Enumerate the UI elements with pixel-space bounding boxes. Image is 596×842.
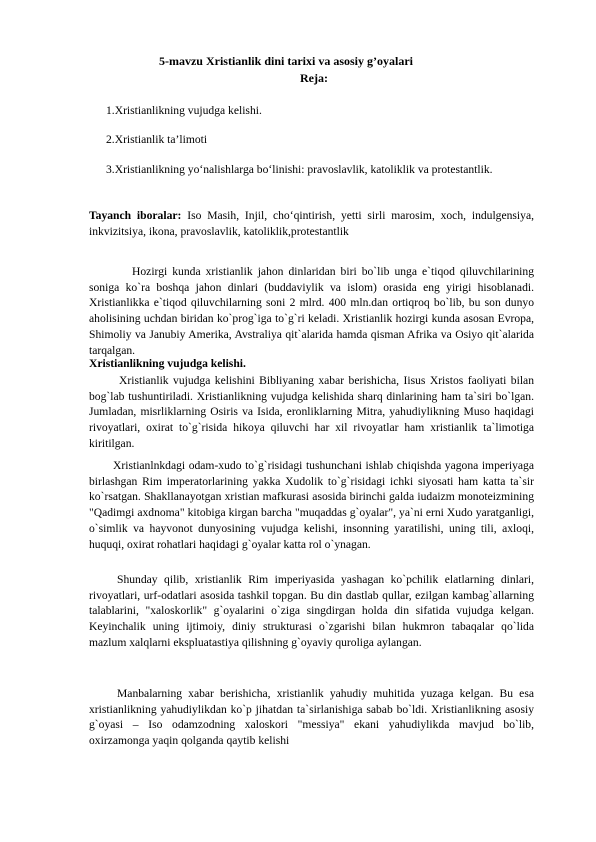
paragraph-origin: Xristianlik vujudga kelishini Bibliyaning xabar berishicha, Iisus Xristos faoliyati bilan bog`lab tushuntiriladi. Xristianlikning vujudga kelishida sharq dinlarining ham ta`siri bo`lgan. Jumladan, misrliklarning Osiris va Isida, eronliklarning Mitra, yahudiylikning Muso haqidagi rivoyatlari, oxirat to`g`risida hikoya qiluvchi har xil rivoyatlar ham xristianlik ta`limotiga kiritilgan. bbox=[89, 374, 534, 450]
paragraph-formation: Shunday qilib, xristianlik Rim imperiyasida yashagan ko`pchilik elatlarning dinlari, rivoyatlari, urf-odatlari asosida tashkil topgan. Bu din dastlab qullar, ezilgan kambag`allarning talablarini, "xaloskorlik" g`oyalarini o`ziga singdirgan holda din sifatida vujudga kelgan. Keyinchalik uning ijtimoiy, diniy strukturasi o`zgarishi bilan hukmron tabaqalar qo`lida mazlum xalqlarni ekspluatastiya qilishning g`oyaviy quroliga aylangan. bbox=[89, 573, 534, 649]
plan-item-3: 3.Xristianlikning yo‘nalishlarga bo‘linishi: pravoslavlik, katoliklik va protestantlik. bbox=[106, 163, 493, 176]
plan-item-1: 1.Xristianlikning vujudga kelishi. bbox=[106, 104, 262, 117]
paragraph-sources: Manbalarning xabar berishicha, xristianlik yahudiy muhitida yuzaga kelgan. Bu esa xristianlikning yahudiylikdan ko`p jihatdan ta`sirlanishiga sabab bo`ldi. Xristianlikning asosiy g`oyasi – Iso odamzodning xaloskori "messiya" ekani yahudiylikda mavjud bo`lib, oxirzamonga yaqin qolganda qaytib kelishi bbox=[89, 687, 534, 748]
document-title: 5-mavzu Xristianlik dini tarixi va asosiy g’oyalari bbox=[158, 54, 413, 68]
paragraph-roman-influence: Xristianlnkdagi odam-xudo to`g`risidagi tushunchani ishlab chiqishda yagona imperiyaga birlashgan Rim imperatorlarining yakka Xudolik to`g`risidagi ichki siyosati ham katta ta`sir ko`rsatgan. Shakllanayotgan xristian mafkurasi asosida birinchi galda iudaizm monoteizmining "Qadimgi axdnoma" kitobiga kirgan barcha "muqaddas g`oyalar", ya`ni erni Xudo yaratganligi, o`simlik va hayvonot dunyosining vujudga kelishi, insonning yaratilishi, uning tili, axloqi, huquqi, oxirat rohatlari haqidagi g`oyalar katta rol o`ynagan. bbox=[89, 459, 534, 551]
plan-item-2: 2.Xristianlik ta’limoti bbox=[106, 133, 208, 146]
keywords-text: Iso Masih, Injil, cho‘qintirish, yetti sirli marosim, xoch, indulgensiya, inkvizitsiya, ikona, pravoslavlik, katoliklik,protestantlik bbox=[89, 209, 534, 238]
plan-heading: Reja: bbox=[300, 71, 328, 85]
keywords-paragraph bbox=[89, 208, 534, 239]
keywords-label: Tayanch iboralar: bbox=[89, 209, 182, 222]
paragraph-intro: Hozirgi kunda xristianlik jahon dinlaridan biri bo`lib unga e`tiqod qiluvchilarining soniga ko`ra boshqa jahon dinlari (buddaviylik va islom) orasida eng yirigi hisoblanadi. Xristianlikka e`tiqod qiluvchilarning soni 2 mlrd. 400 mln.dan ortiqroq bo`lib, bu son dunyo aholisining uchdan biridan ko`prog`iga to`g`ri keladi. Xristianlik hozirgi kunda asosan Evropa, Shimoliy va Janubiy Amerika, Avstraliya qit`alarida hamda qisman Afrika va Osiyo qit`alarida tarqalgan. bbox=[89, 265, 534, 357]
section-heading: Xristianlikning vujudga kelishi. bbox=[89, 357, 246, 370]
